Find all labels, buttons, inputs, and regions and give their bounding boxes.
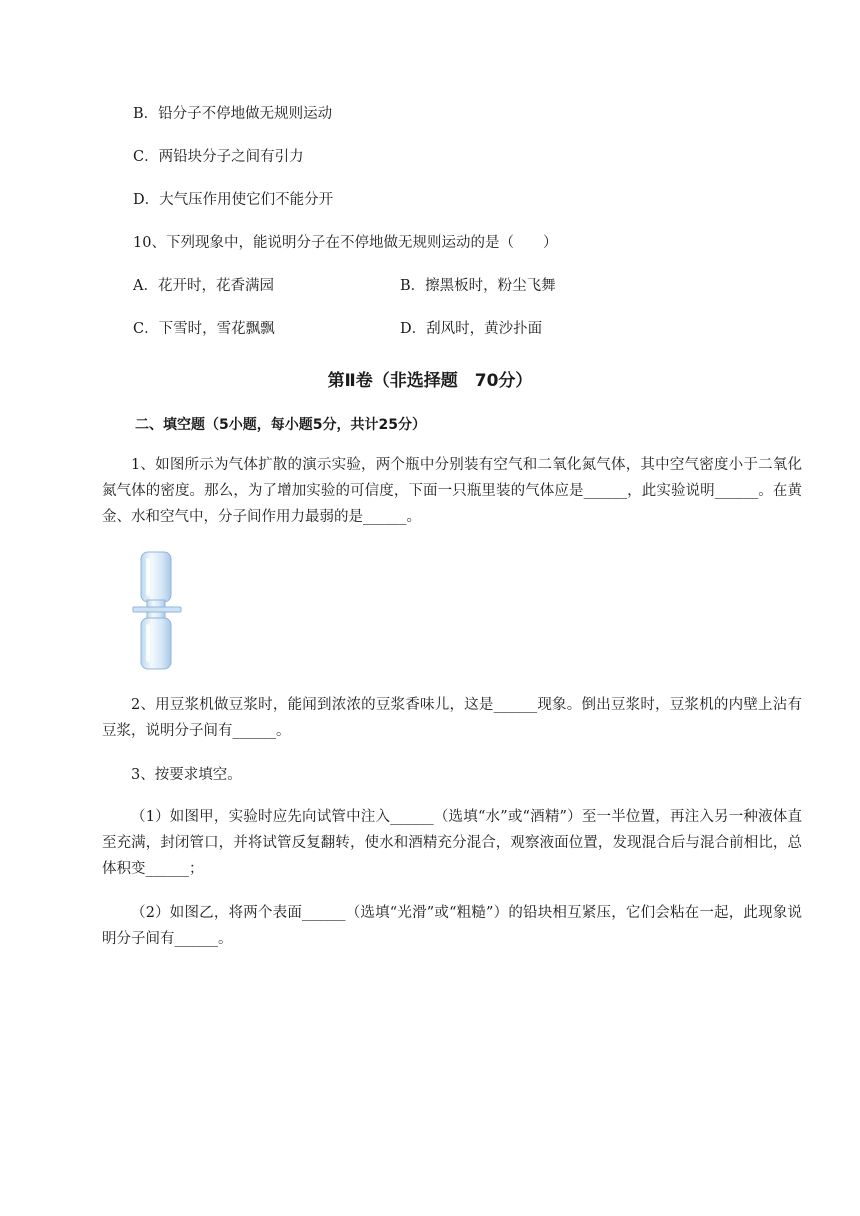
q10-option-c: C．下雪时，雪花飘飘 bbox=[133, 321, 275, 337]
section-heading: 二、填空题（5小题，每小题5分，共计25分） bbox=[135, 417, 426, 433]
part-title: 第Ⅱ卷（非选择题 70分） bbox=[327, 371, 533, 391]
q2-text: 2、用豆浆机做豆浆时，能闻到浓浓的豆浆香味儿，这是______现象。倒出豆浆时，豆浆机的内壁上沾有豆浆，说明分子间有______。 bbox=[102, 697, 802, 739]
q9-option-b: B．铅分子不停地做无规则运动 bbox=[133, 106, 333, 122]
q10-option-b: B．擦黑板时，粉尘飞舞 bbox=[400, 278, 556, 294]
q3-part2-text: （2）如图乙，将两个表面______（选填“光滑”或“粗糙”）的铅块相互紧压，它们会粘在一起，此现象说明分子间有______。 bbox=[102, 905, 802, 947]
q3-text: 3、按要求填空。 bbox=[131, 767, 242, 783]
q10-option-a: A．花开时，花香满园 bbox=[133, 278, 274, 294]
q9-option-c: C．两铅块分子之间有引力 bbox=[133, 149, 304, 165]
q1-text: 1、如图所示为气体扩散的演示实验，两个瓶中分别装有空气和二氧化氮气体，其中空气密度小于二氧化氮气体的密度。那么，为了增加实验的可信度，下面一只瓶里装的气体应是______，此实验说明______。在黄金、水和空气中，分子间作用力最弱的是______。 bbox=[102, 457, 802, 525]
q10-option-d: D．刮风时，黄沙扑面 bbox=[400, 321, 543, 337]
q10-stem: 10、下列现象中，能说明分子在不停地做无规则运动的是（ ） bbox=[133, 235, 558, 251]
gas-diffusion-bottles-figure bbox=[132, 550, 184, 672]
q3-part1-text: （1）如图甲，实验时应先向试管中注入______（选填“水”或“酒精”）至一半位置，再注入另一种液体直至充满，封闭管口，并将试管反复翻转，使水和酒精充分混合，观察液面位置，发现混合后与混合前相比，总体积变______； bbox=[102, 809, 802, 877]
q9-option-d: D．大气压作用使它们不能分开 bbox=[133, 192, 334, 208]
